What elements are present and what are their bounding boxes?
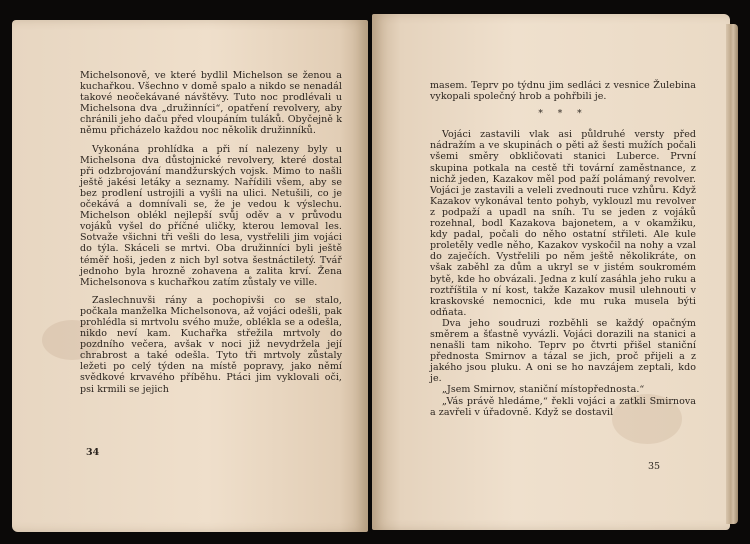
paragraph: masem. Teprv po týdnu jim sedláci z vesnice Žulebina vykopali společný hrob a pohřbili je. [430, 80, 696, 103]
page-stack-edge [726, 24, 738, 524]
paragraph: „Vás právě hledáme,“ řekli vojáci a zatkli Smirnova a zavřeli v úřadovně. Když se dostavil [430, 395, 696, 418]
paragraph: Zaslechnuvši rány a pochopivši co se stalo, počkala manželka Michelsonova, až vojáci odešli, pak prohlédla si mrtvolu svého muže, oblékla se a odešla, nikdo neví kam. Kuchařka střežila mrtvoly do pozdního večera, avšak v noci již nevydržela její chrabrost a také odešla. Tyto tři mrtvoly zůstaly ležeti po celý týden na místě popravy, jako němí svědkové krvavého příběhu. Ptáci jim vyklovali oči, psi krmili se jejich [80, 294, 342, 395]
right-page-text [430, 80, 696, 418]
left-page-text [80, 70, 342, 395]
paragraph: „Jsem Smirnov, staniční místopřednosta.“ [442, 384, 645, 396]
section-break: * * * [538, 109, 588, 120]
page-number: 34 [86, 447, 100, 458]
paragraph: Vykonána prohlídka a při ní nalezeny byly u Michelsona dva důstojnické revolvery, které dostal při odzbrojování mandžurských vojsk. Mimo to našli ještě jakési letáky a seznamy. Nařídili všem, aby se bez prodlení ustrojili a vyšli na ulici. Netušili, co je očekává a domnívali se, že je vedou k výslechu. Michelson oblékl nejlepší svůj oděv a v průvodu vojáků vyšel do příčné uličky, kterou lemoval les. Sotvaže všichni tři vešli do lesa, vystřelili jim vojáci do týla. Skáceli se mrtvi. Oba družinníci byli ještě téměř hoši, jeden z nich byl sotva šestnáctiletý. Tvář jednoho byla hrozně zohavena a zalita krví. Žena Michelsonova s kuchařkou zatím zůstaly ve ville. [80, 143, 342, 288]
paragraph: Michelsonově, ve které bydlil Michelson se ženou a kuchařkou. Všechno v domě spalo a nikdo se nenadál takové neočekávané návštěvy. Tuto noc prodlévali u Michelsona dva „družinníci“, opatření revolvery, aby chránili jeho daču před vloupáním tuláků. Obyčejně k němu přicházelo každou noc několik družinníků. [80, 70, 342, 137]
right-page [372, 14, 730, 530]
paragraph: Vojáci zastavili vlak asi půldruhé versty před nádražím a ve skupinách o pěti až šesti mužích počali všemi směry obkličovati stanici Luberce. První skupina potkala na cestě tři tovární zaměstnance, z nichž jeden, Kazakov měl pod paží polámaný revolver. Vojáci je zastavili a veleli zvednouti ruce vzhůru. Když Kazakov vykonával tento pohyb, vyklouzl mu revolver z podpaží a upadl na sníh. Tu se jeden z vojáků rozehnal, bodl Kazakova bajonetem, a v okamžiku, kdy padal, počali do něho ostatní střileti. Ale kule proletěly vedle něho, Kazakov vyskočil na nohy a vzal do zaječích. Vystřelili po něm ještě několikráte, on však zaběhl za dům a ukryl se v jistém soukromém bytě, kde ho obvázali. Jedna z kulí zasáhla jeho ruku a roztříštila v ní kost, takže Kazakov musil ulehnouti v kraskovské nemocnici, kde mu ruka musela býti odňata. [430, 129, 696, 318]
left-page [12, 20, 368, 532]
paragraph: Dva jeho soudruzi rozběhli se každý opačným směrem a šťastně vyvázli. Vojáci dorazili na stanici a nenašli tam nikoho. Teprv po čtvrti přišel staniční přednosta Smirnov a tázal se jich, proč přijeli a z jakého jsou pluku. A oni se ho navzájem zeptali, kdo je. [430, 317, 696, 385]
page-number: 35 [648, 461, 661, 472]
